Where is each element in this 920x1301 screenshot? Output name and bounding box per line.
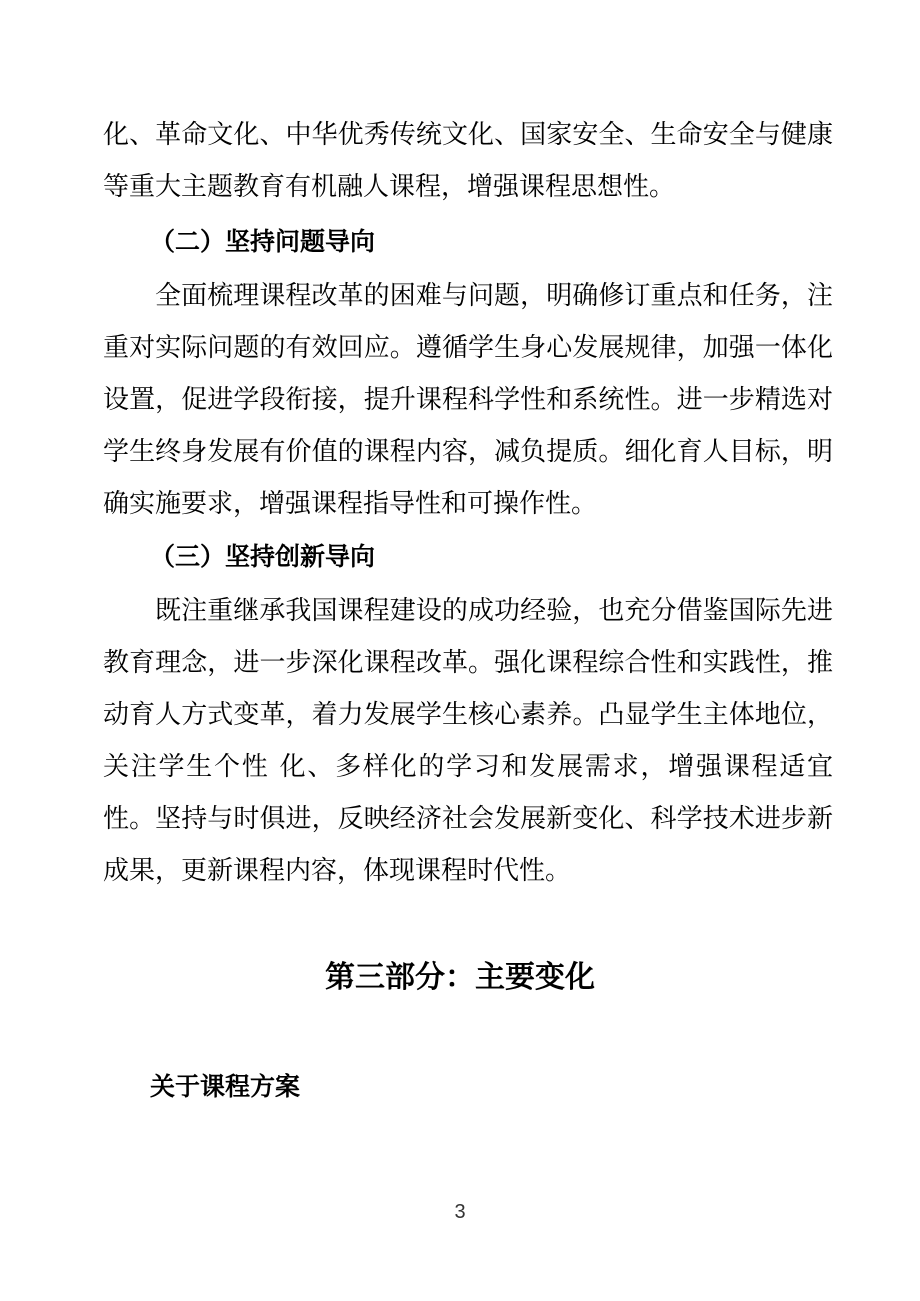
page-number: 3 — [454, 1201, 466, 1223]
section-title: 第三部分：主要变化 — [325, 960, 595, 995]
subsection-title: 关于课程方案 — [150, 1072, 301, 1101]
paragraph-continued: 化、革命文化、中华优秀传统文化、国家安全、生命安全与健康等重大主题教育有机融人课程，增强课程思想性。 — [103, 120, 833, 202]
paragraph-innovation-orientation: 既注重继承我国课程建设的成功经验，也充分借鉴国际先进教育理念，进一步深化课程改革。强化课程综合性和实践性，推动育人方式变革，着力发展学生核心素养。凸显学生主体地位，关注学生个性 化、多样化的学习和发展需求，增强课程适宜性。坚持与时俱进，反映经济社会发展新变化、科学技术进步新成果，更新课程内容，体现课程时代性。 — [103, 596, 833, 886]
paragraph-problem-orientation: 全面梳理课程改革的困难与问题，明确修订重点和任务，注重对实际问题的有效回应。遵循学生身心发展规律，加强一体化设置，促进学段衔接，提升课程科学性和系统性。进一步精选对学生终身发展有价值的课程内容，减负提质。细化育人目标，明确实施要求，增强课程指导性和可操作性。 — [103, 281, 833, 519]
subheading-problem-orientation: （二）坚持问题导向 — [150, 227, 376, 256]
subheading-innovation-orientation: （三）坚持创新导向 — [150, 542, 376, 571]
